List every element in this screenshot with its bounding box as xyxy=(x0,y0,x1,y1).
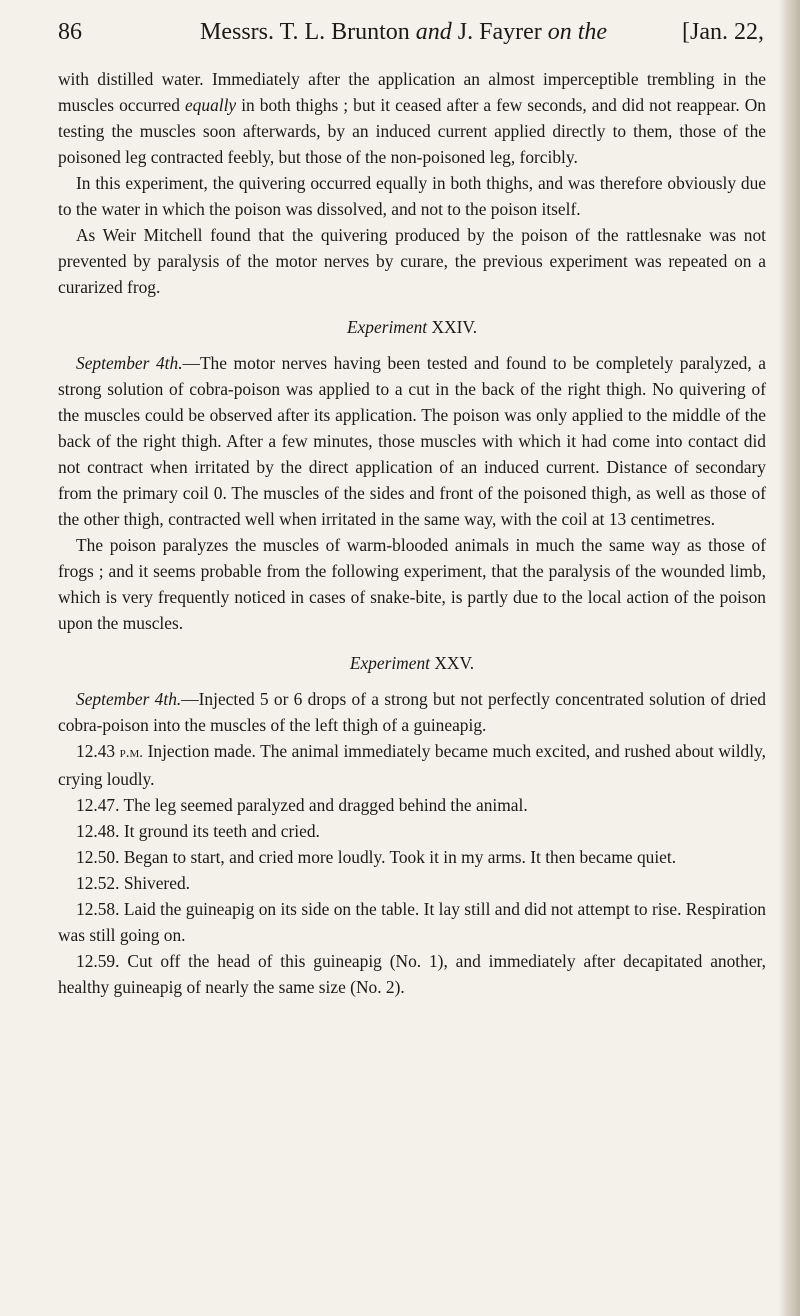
experiment-heading xyxy=(58,650,766,676)
text-run: with distilled water. Immediately after the application an almost imperceptible trembling in the muscles occurred xyxy=(58,69,766,115)
paragraph: The poison paralyzes the muscles of warm-blooded animals in much the same way as those of frogs ; and it seems probable from the following experiment, that the paralysis of the wounded limb, which is very frequently noticed in cases of snake-bite, is partly due to the local action of the poison upon the muscles. xyxy=(58,535,766,633)
page-number: 86 xyxy=(58,19,82,45)
dateline: September 4th. xyxy=(76,353,183,373)
text-run: —The motor nerves having been tested and found to be completely paralyzed, a strong solution of cobra-poison was applied to a cut in the back of the right thigh. No quivering of the muscles could be observed after its application. The poison was only applied to the middle of the back of the right thigh. After a few minutes, those muscles with which it had come into contact did not contract when irritated by the direct application of an induced current. Distance of secondary from the primary coil 0. The muscles of the sides and front of the poisoned thigh, as well as those of the other thigh, contracted well when irritated in the same way, with the coil at 13 centimetres. xyxy=(58,353,766,529)
experiment-heading xyxy=(58,314,766,340)
running-header xyxy=(58,12,764,52)
paragraph: 12.58. Laid the guineapig on its side on the table. It lay still and did not attempt to rise. Respiration was still going on. xyxy=(58,899,766,945)
running-title xyxy=(200,12,607,52)
paragraph xyxy=(58,350,766,532)
heading-label: Experiment xyxy=(346,317,428,337)
title-and: and xyxy=(415,19,452,45)
text-run: —Injected 5 or 6 drops of a strong but not perfectly concentrated solution of dried cobra-poison into the muscles of the left thigh of a guineapig. xyxy=(58,689,766,735)
heading-label: Experiment xyxy=(349,653,430,673)
paragraph: 12.48. It ground its teeth and cried. xyxy=(76,821,320,841)
dateline: September 4th. xyxy=(76,689,182,709)
paragraph: In this experiment, the quivering occurred equally in both thighs, and was therefore obviously due to the water in which the poison was dissolved, and not to the poison itself. xyxy=(58,173,766,219)
paragraph: 12.59. Cut off the head of this guineapig (No. 1), and immediately after decapitated another, healthy guineapig of nearly the same size (No. 2). xyxy=(58,951,766,997)
page-edge-shadow xyxy=(778,0,800,1316)
text-run: in both thighs ; but it ceased after a few seconds, and did not reappear. On testing the muscles soon afterwards, by an induced current applied directly to them, those of the poisoned leg contracted feebly, but those of the non-poisoned leg, forcibly. xyxy=(58,95,766,167)
title-on-the: on the xyxy=(547,19,608,45)
title-authors-1: Messrs. T. L. Brunton xyxy=(200,19,410,45)
text-run: Injection made. The animal immediately became much excited, and rushed about wildly, crying loudly. xyxy=(58,741,766,789)
paragraph xyxy=(58,66,766,170)
paragraph xyxy=(58,738,766,792)
heading-number: XXV. xyxy=(434,653,475,673)
paragraph: As Weir Mitchell found that the quivering produced by the poison of the rattlesnake was not prevented by paralysis of the motor nerves by curare, the previous experiment was repeated on a curarized frog. xyxy=(58,225,766,297)
paragraph xyxy=(58,686,766,738)
time-suffix: p.m. xyxy=(119,745,144,761)
paragraph: 12.52. Shivered. xyxy=(76,873,190,893)
paragraph: 12.47. The leg seemed paralyzed and dragged behind the animal. xyxy=(76,795,528,815)
heading-number: XXIV. xyxy=(431,317,478,337)
paragraph: 12.50. Began to start, and cried more loudly. Took it in my arms. It then became quiet. xyxy=(76,847,677,867)
body-text xyxy=(58,66,766,1000)
timestamp: 12.43 xyxy=(76,741,116,761)
title-authors-2: J. Fayrer xyxy=(457,19,542,45)
running-date: [Jan. 22, xyxy=(682,19,764,45)
emphasis: equally xyxy=(184,95,237,115)
